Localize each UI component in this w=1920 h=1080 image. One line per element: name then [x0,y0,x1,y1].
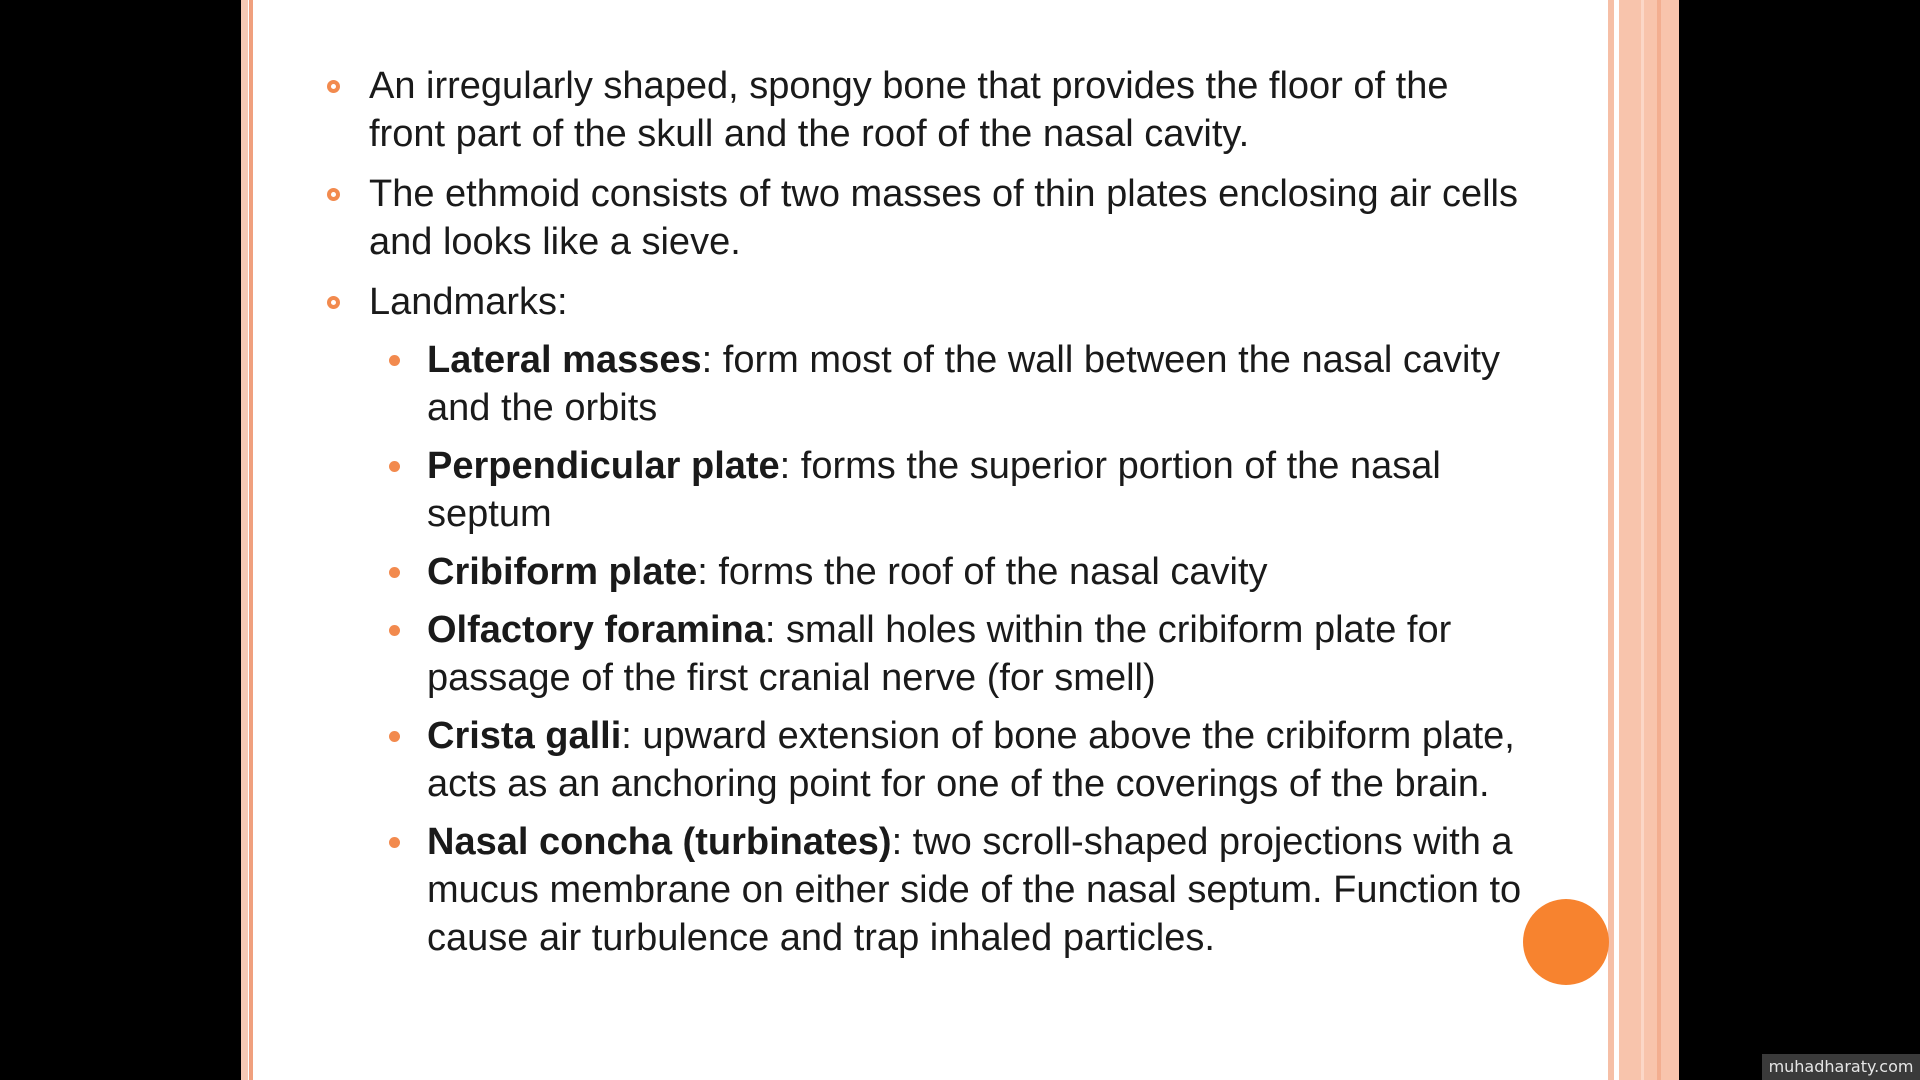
landmark-item [427,606,1527,702]
bullet-item [327,62,1527,158]
ring-bullet-icon [327,296,340,309]
bullet-text: An irregularly shaped, spongy bone that provides the floor of the front part of the skull and the roof of the nasal cavity. [369,65,1449,155]
landmark-term: Lateral masses [427,339,702,381]
dot-bullet-icon [389,461,400,472]
landmark-desc: : form most of the wall between the nasal cavity and the orbits [427,339,1501,429]
landmark-desc: : forms the roof of the nasal cavity [697,551,1268,593]
landmark-item [427,818,1527,962]
landmark-term: Crista galli [427,715,622,757]
landmark-term: Perpendicular plate [427,445,780,487]
dot-bullet-icon [389,731,400,742]
slide-content [327,62,1527,972]
ring-bullet-icon [327,188,340,201]
landmark-item [427,712,1527,808]
dot-bullet-icon [389,625,400,636]
landmark-term: Cribiform plate [427,551,698,593]
left-border-stripe-inner [249,0,253,1080]
landmark-desc: : two scroll-shaped projections with a mucus membrane on either side of the nasal septum. Function to cause air turbulence and trap inhaled particles. [427,821,1522,959]
ring-bullet-icon [327,80,340,93]
dot-bullet-icon [389,567,400,578]
landmark-term: Nasal concha (turbinates) [427,821,892,863]
bullet-text: The ethmoid consists of two masses of thin plates enclosing air cells and looks like a sieve. [369,173,1518,263]
right-border-band [1619,0,1679,1080]
landmark-desc: : forms the superior portion of the nasal septum [427,445,1441,535]
landmark-term: Olfactory foramina [427,609,765,651]
right-border-line-light [1641,0,1644,1080]
watermark: muhadharaty.com [1762,1054,1920,1080]
left-border-stripe [241,0,248,1080]
landmark-desc: : upward extension of bone above the cribiform plate, acts as an anchoring point for one of the coverings of the brain. [427,715,1515,805]
right-border-line-dark [1657,0,1661,1080]
orange-circle-decoration [1523,899,1609,985]
landmark-item [427,442,1527,538]
bullet-text: Landmarks: [369,281,568,323]
landmarks-list [327,336,1527,962]
landmark-item [427,336,1527,432]
dot-bullet-icon [389,355,400,366]
dot-bullet-icon [389,837,400,848]
bullet-item [327,170,1527,266]
landmark-desc: : small holes within the cribiform plate for passage of the first cranial nerve (for smell) [427,609,1452,699]
landmark-item [427,548,1527,596]
bullet-item [327,278,1527,326]
